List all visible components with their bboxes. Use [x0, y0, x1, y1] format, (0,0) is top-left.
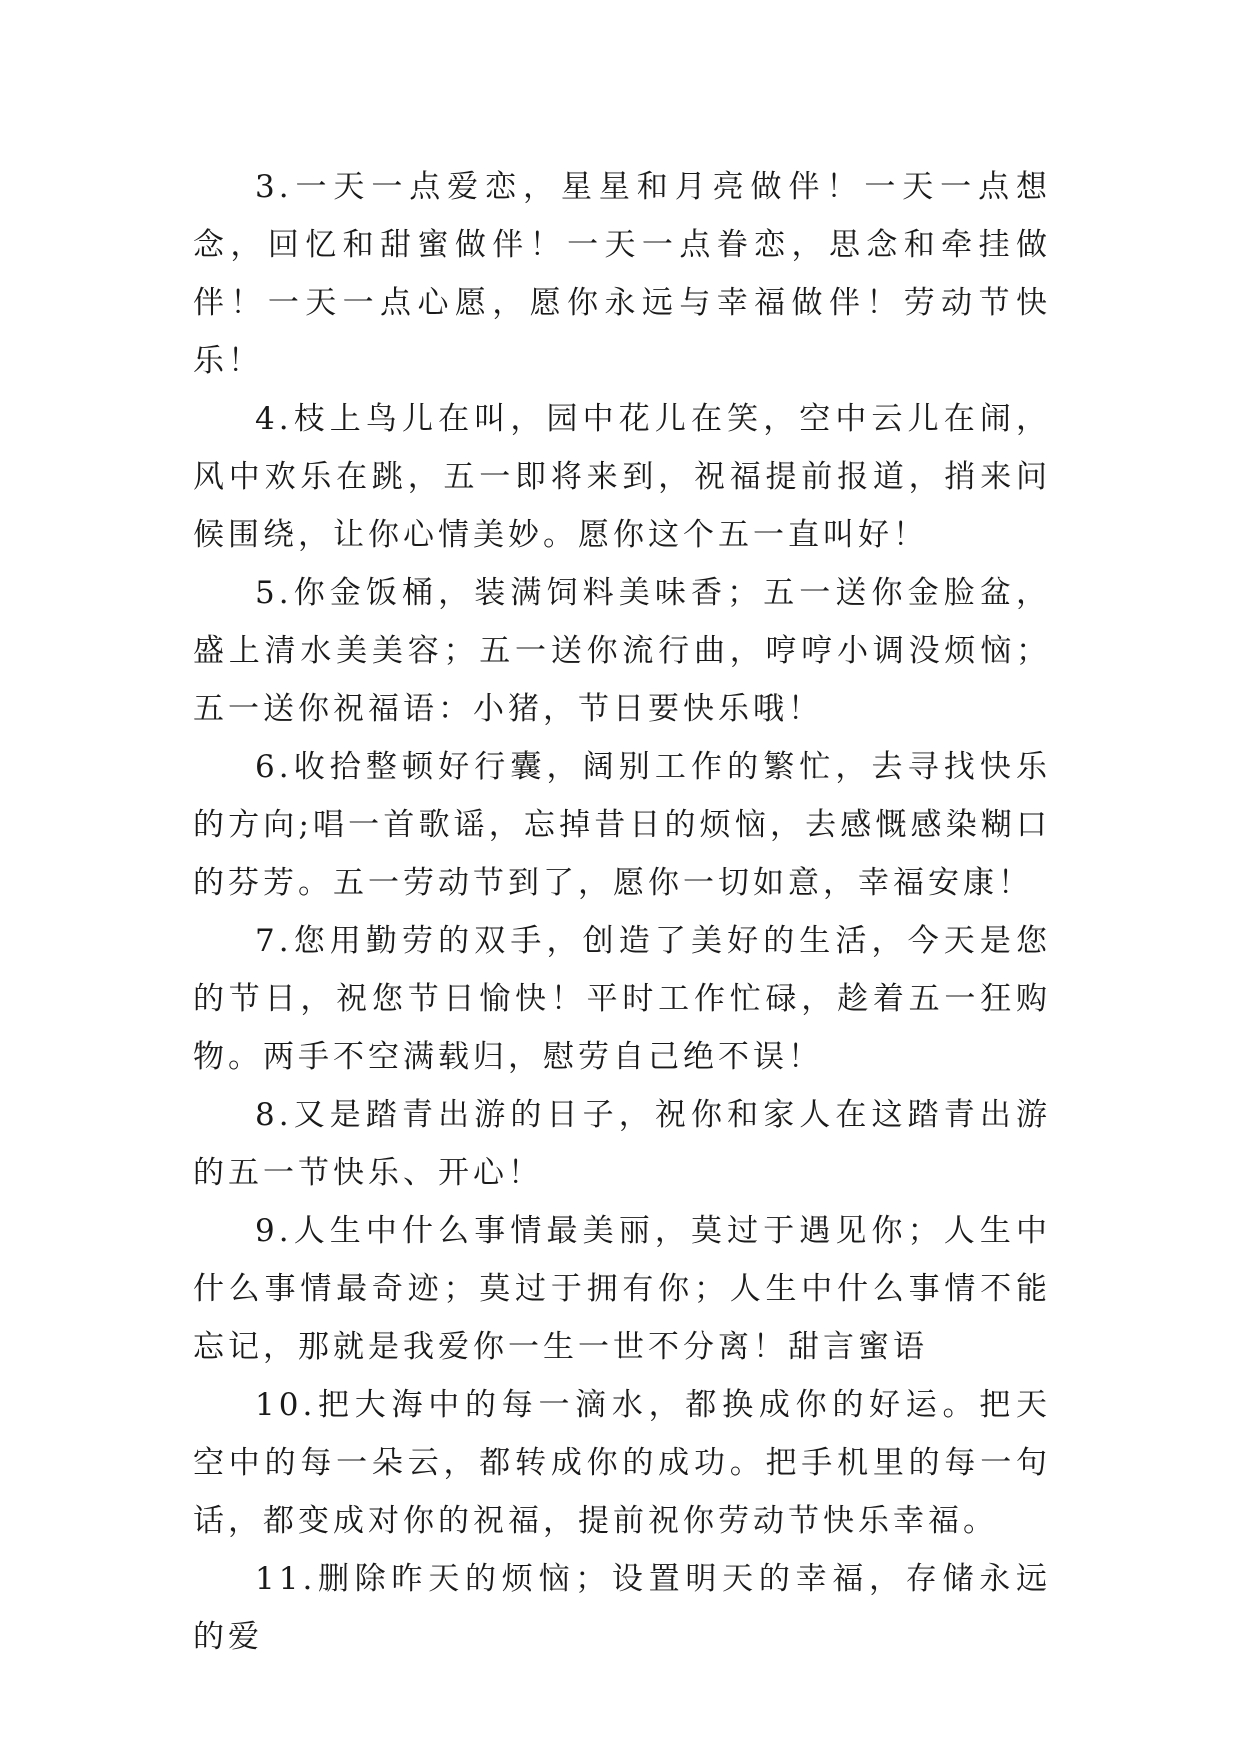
document-body — [193, 158, 1051, 1666]
paragraph-10: 10.把大海中的每一滴水，都换成你的好运。把天空中的每一朵云，都转成你的成功。把手机里的每一句话，都变成对你的祝福，提前祝你劳动节快乐幸福。 — [193, 1387, 1051, 1539]
paragraph-6: 6.收拾整顿好行囊，阔别工作的繁忙，去寻找快乐的方向;唱一首歌谣，忘掉昔日的烦恼，去感慨感染糊口的芬芳。五一劳动节到了，愿你一切如意，幸福安康！ — [193, 749, 1051, 901]
paragraph-4: 4.枝上鸟儿在叫，园中花儿在笑，空中云儿在闹，风中欢乐在跳，五一即将来到，祝福提前报道，捎来问候围绕，让你心情美妙。愿你这个五一直叫好！ — [193, 401, 1051, 553]
paragraph-11: 11.删除昨天的烦恼；设置明天的幸福，存储永远的爱 — [193, 1561, 1051, 1655]
paragraph-5: 5.你金饭桶，装满饲料美味香；五一送你金脸盆，盛上清水美美容；五一送你流行曲，哼哼小调没烦恼；五一送你祝福语：小猪，节日要快乐哦！ — [193, 575, 1051, 727]
paragraph-7: 7.您用勤劳的双手，创造了美好的生活，今天是您的节日，祝您节日愉快！平时工作忙碌，趁着五一狂购物。两手不空满载归，慰劳自己绝不误！ — [193, 923, 1051, 1075]
paragraph-3: 3.一天一点爱恋，星星和月亮做伴！一天一点想念，回忆和甜蜜做伴！一天一点眷恋，思念和牵挂做伴！一天一点心愿，愿你永远与幸福做伴！劳动节快乐！ — [193, 169, 1051, 379]
paragraph-9: 9.人生中什么事情最美丽，莫过于遇见你；人生中什么事情最奇迹；莫过于拥有你；人生中什么事情不能忘记，那就是我爱你一生一世不分离！甜言蜜语 — [193, 1213, 1051, 1365]
paragraph-8: 8.又是踏青出游的日子，祝你和家人在这踏青出游的五一节快乐、开心！ — [193, 1097, 1051, 1191]
